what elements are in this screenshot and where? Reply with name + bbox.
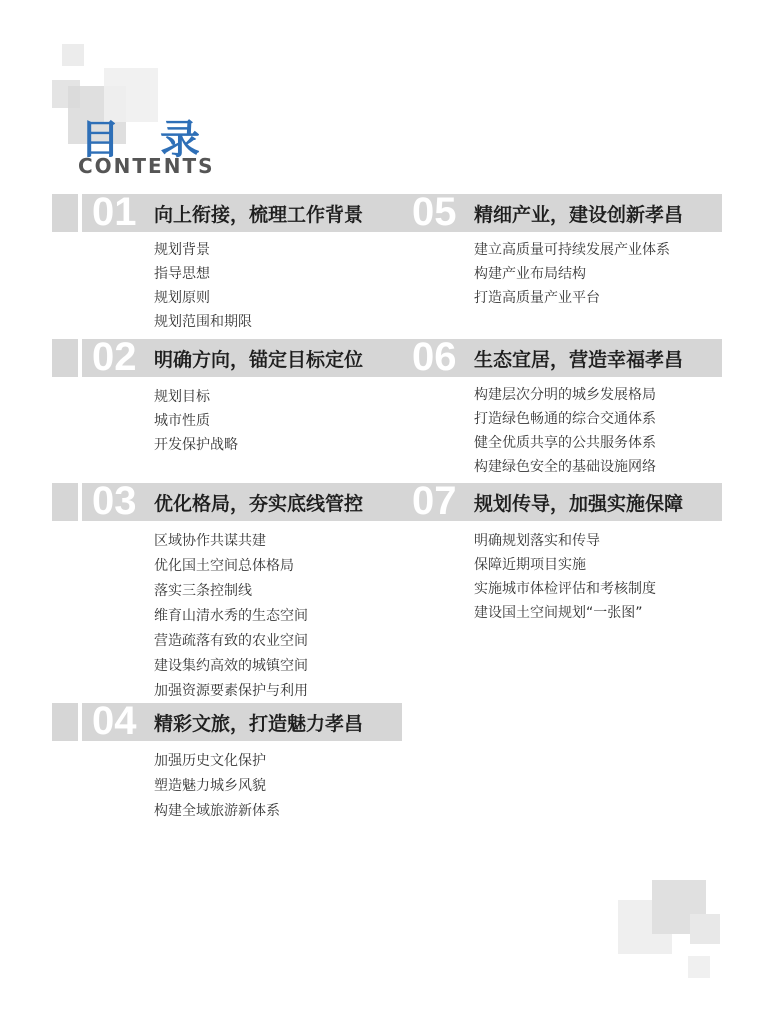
section-title[interactable]: 精彩文旅，打造魅力孝昌 [154,713,364,735]
section-title[interactable]: 明确方向，锚定目标定位 [154,349,364,371]
section-item-list [82,749,402,824]
decor-square [62,44,84,66]
section-number: 03 [92,479,137,523]
section-item-list [402,529,722,625]
toc-item[interactable]: 落实三条控制线 [154,583,252,599]
toc-item[interactable]: 建设国土空间规划“一张图” [474,605,643,621]
section-header-bar [82,190,402,234]
toc-item[interactable]: 规划背景 [154,242,210,258]
section-title[interactable]: 向上衔接，梳理工作背景 [154,204,364,226]
toc-item[interactable]: 打造绿色畅通的综合交通体系 [474,411,656,427]
toc-item[interactable]: 构建层次分明的城乡发展格局 [474,387,656,403]
decor-square [690,914,720,944]
toc-item[interactable]: 规划目标 [154,389,210,405]
title-char-1: 目 [80,117,120,163]
section-number: 04 [92,699,137,743]
section-bar-lead [52,703,78,741]
toc-item[interactable]: 加强历史文化保护 [154,753,266,769]
toc-item[interactable]: 加强资源要素保护与利用 [154,683,308,699]
toc-item[interactable]: 构建产业布局结构 [474,266,586,282]
toc-section-05 [402,190,722,310]
section-header-bar [402,479,722,523]
toc-item[interactable]: 优化国土空间总体格局 [154,558,294,574]
toc-item[interactable]: 明确规划落实和传导 [474,533,600,549]
toc-item[interactable]: 打造高质量产业平台 [474,290,600,306]
toc-section-03 [82,479,402,704]
section-number: 01 [92,190,137,234]
section-number: 05 [412,190,457,234]
section-title[interactable]: 优化格局，夯实底线管控 [154,493,364,515]
section-item-list [82,529,402,704]
section-header-bar [82,479,402,523]
toc-item[interactable]: 指导思想 [154,266,210,282]
toc-item[interactable]: 规划范围和期限 [154,314,252,330]
section-item-list [402,238,722,310]
contents-subtitle: CONTENTS [78,154,215,178]
toc-section-01 [82,190,402,334]
section-number: 07 [412,479,457,523]
toc-item[interactable]: 健全优质共享的公共服务体系 [474,435,656,451]
toc-item[interactable]: 建设集约高效的城镇空间 [154,658,308,674]
section-header-bar [402,190,722,234]
toc-item[interactable]: 维育山清水秀的生态空间 [154,608,308,624]
section-item-list [82,238,402,334]
toc-item[interactable]: 区域协作共谋共建 [154,533,266,549]
toc-item[interactable]: 实施城市体检评估和考核制度 [474,581,656,597]
section-item-list [402,383,722,479]
section-bar-lead [52,339,78,377]
section-header-bar [402,335,722,379]
section-number: 06 [412,335,457,379]
section-title[interactable]: 精细产业，建设创新孝昌 [474,204,684,226]
decor-square [688,956,710,978]
toc-item[interactable]: 城市性质 [154,413,210,429]
toc-item[interactable]: 构建绿色安全的基础设施网络 [474,459,656,475]
section-bar-lead [52,194,78,232]
section-number: 02 [92,335,137,379]
toc-section-02 [82,335,402,457]
toc-item[interactable]: 开发保护战略 [154,437,238,453]
toc-item[interactable]: 建立高质量可持续发展产业体系 [474,242,670,258]
toc-item[interactable]: 保障近期项目实施 [474,557,586,573]
toc-item[interactable]: 规划原则 [154,290,210,306]
toc-section-04 [82,699,402,824]
toc-item[interactable]: 构建全域旅游新体系 [154,803,280,819]
section-header-bar [82,335,402,379]
toc-item[interactable]: 塑造魅力城乡风貌 [154,778,266,794]
toc-item[interactable]: 营造疏落有致的农业空间 [154,633,308,649]
section-bar-lead [52,483,78,521]
section-header-bar [82,699,402,743]
toc-section-06 [402,335,722,479]
section-title[interactable]: 生态宜居，营造幸福孝昌 [474,349,684,371]
toc-section-07 [402,479,722,625]
title-char-2: 录 [160,117,200,163]
section-title[interactable]: 规划传导，加强实施保障 [474,493,684,515]
section-item-list [82,385,402,457]
